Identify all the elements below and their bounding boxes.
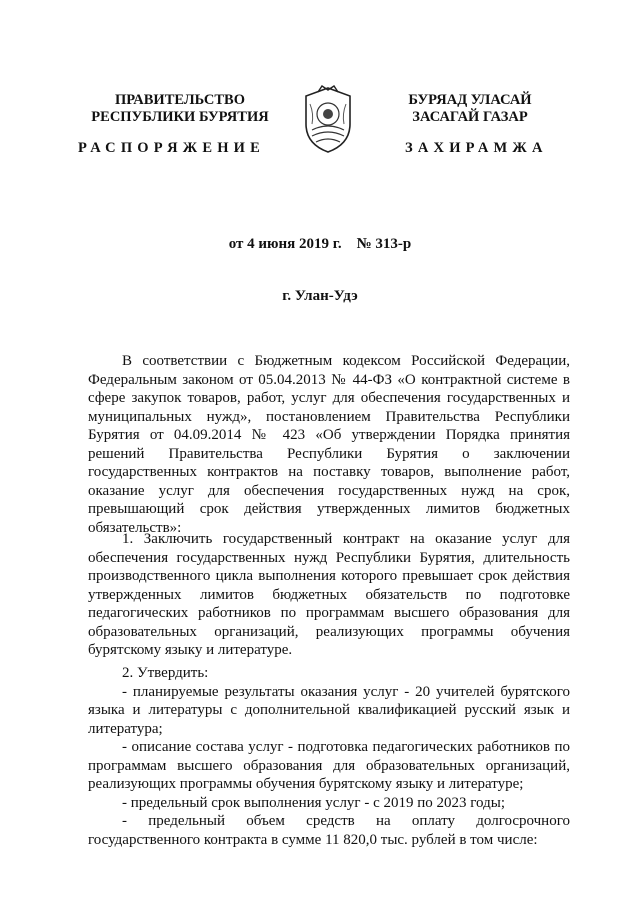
intro-text: В соответствии с Бюджетным кодексом Российской Федерации, Федеральным законом от 05.04.2013 № 44-ФЗ «О контрактной системе в сфере закупок товаров, работ, услуг для обеспечения государственных и муниципальных нужд», постановлением Правительства Республики Бурятия от 04.09.2014 № 423 «Об утверждении Порядка принятия решений Правительства Республики Бурятия о заключении государственных контрактов на поставку товаров, выполнение работ, оказание услуг для обеспечения государственных нужд на срок, превышающий срок действия утвержденных лимитов бюджетных обязательств»: <box>88 353 570 536</box>
item-2-section <box>88 664 570 849</box>
item-2-d: - предельный объем средств на оплату долгосрочного государственного контракта в сумме 11 820,0 тыс. рублей в том числе: <box>88 813 570 848</box>
date-number: от 4 июня 2019 г. № 313-р <box>228 236 412 252</box>
item-2-b: - описание состава услуг - подготовка педагогических работников по программам высшего образования для образовательных организаций, реализующих программы обучения бурятскому языку и литературе; <box>88 739 570 792</box>
item-2-heading: 2. Утвердить: <box>122 665 209 681</box>
issuer-left <box>70 92 290 126</box>
item-1-paragraph <box>88 530 570 660</box>
city: г. Улан-Удэ <box>282 288 358 304</box>
doc-type-right: ЗАХИРАМЖА <box>405 140 548 156</box>
intro-paragraph <box>88 352 570 537</box>
issuer-right <box>370 92 570 126</box>
issuer-right-line1: БУРЯАД УЛАСАЙ <box>408 92 532 108</box>
issuer-right-line2: ЗАСАГАЙ ГАЗАР <box>412 109 528 125</box>
issuer-left-line1: ПРАВИТЕЛЬСТВО <box>115 92 245 108</box>
item-2-c: - предельный срок выполнения услуг - с 2019 по 2023 годы; <box>122 794 505 811</box>
item-2-a: - планируемые результаты оказания услуг - 20 учителей бурятского языка и литературы с дополнительной квалификацией русский язык и литература; <box>88 683 570 737</box>
issuer-left-line2: РЕСПУБЛИКИ БУРЯТИЯ <box>91 109 269 125</box>
item-1-text: 1. Заключить государственный контракт на оказание услуг для обеспечения государственных нужд Республики Бурятия, длительность производственного цикла выполнения которого превышает срок действия утвержденных лимитов бюджетных обязательств по подготовке педагогических работников по программам высшего образования для образовательных организаций, реализующих программы обучения бурятскому языку и литературе. <box>88 531 570 658</box>
doc-type-left: РАСПОРЯЖЕНИЕ <box>78 140 266 156</box>
coat-of-arms-emblem <box>300 84 356 156</box>
